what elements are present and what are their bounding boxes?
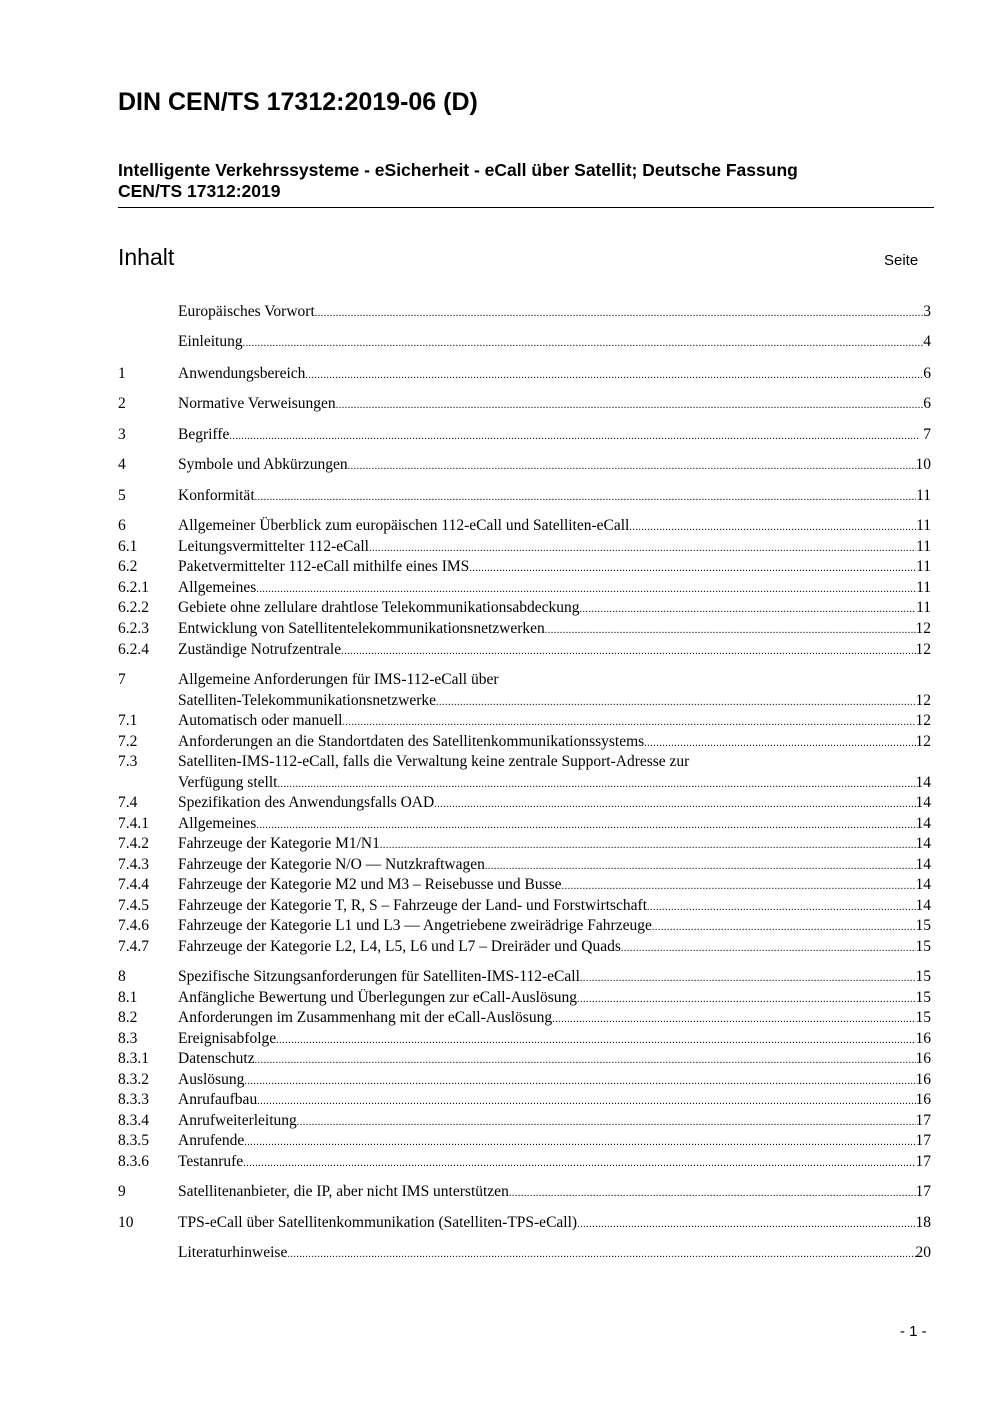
toc-entry-page: 11: [916, 487, 931, 504]
toc-entry-title: Fahrzeuge der Kategorie N/O — Nutzkraftwagen: [178, 856, 485, 873]
toc-entry-number: 7.4.4: [118, 876, 149, 893]
toc-entry[interactable]: [118, 988, 931, 1009]
toc-entry-page: 20: [915, 1244, 931, 1261]
toc-entry[interactable]: [118, 711, 931, 732]
toc-leader-dots: [629, 516, 916, 537]
toc-leader-dots: [257, 1090, 915, 1111]
toc-entry-page: 14: [915, 835, 931, 852]
toc-entry-number: 7.4.1: [118, 815, 149, 832]
toc-leader-dots: [305, 364, 923, 385]
toc-entry-number: 7.4: [118, 794, 138, 811]
toc-entry-number: 6.2.3: [118, 620, 149, 637]
toc-entry-number: [118, 332, 178, 353]
toc-entry[interactable]: [118, 1243, 931, 1264]
toc-entry-number: [118, 773, 178, 794]
toc-leader-dots: [244, 1070, 915, 1091]
toc-entry[interactable]: [118, 516, 931, 537]
toc-entry[interactable]: [118, 598, 931, 619]
toc-entry-number: 3: [118, 426, 126, 443]
toc-entry[interactable]: [118, 752, 931, 773]
toc-entry[interactable]: [118, 537, 931, 558]
toc-entry-page: 3: [923, 303, 931, 320]
toc-entry-title: Anrufaufbau: [178, 1091, 258, 1108]
toc-entry-title: Verfügung stellt: [178, 774, 278, 791]
toc-entry-page: 17: [915, 1153, 931, 1170]
toc-entry-number: [118, 1243, 178, 1264]
toc-entry[interactable]: [118, 967, 931, 988]
toc-entry-number: 8.3: [118, 1030, 138, 1047]
toc-leader-dots: [485, 855, 916, 876]
toc-leader-dots: [256, 578, 916, 599]
toc-leader-dots: [277, 773, 915, 794]
toc-entry-number: 8: [118, 968, 126, 985]
toc-entry-page: 6: [923, 395, 931, 412]
toc-leader-dots: [689, 752, 931, 773]
toc-entry-title: Anfängliche Bewertung und Überlegungen zur eCall-Auslösung: [178, 989, 578, 1006]
toc-entry-page: 15: [915, 917, 931, 934]
toc-leader-dots: [255, 1049, 916, 1070]
toc-entry-title: Allgemeines: [178, 815, 257, 832]
toc-entry-page: 14: [915, 876, 931, 893]
toc-entry-page: 10: [915, 456, 931, 473]
toc-entry-page: 16: [915, 1050, 931, 1067]
toc-entry-number: 7.4.5: [118, 897, 149, 914]
toc-entry[interactable]: [118, 937, 931, 958]
toc-leader-dots: [577, 1213, 915, 1234]
toc-entry-number: 8.3.5: [118, 1132, 149, 1149]
toc-entry-number: [118, 691, 178, 712]
toc-leader-dots: [341, 640, 915, 661]
toc-entry[interactable]: [118, 875, 931, 896]
toc-entry-title: Anforderungen an die Standortdaten des Satellitenkommunikationssystems: [178, 733, 645, 750]
toc-entry[interactable]: [118, 1152, 931, 1173]
toc-entry-title: Europäisches Vorwort: [178, 303, 315, 320]
toc-entry-title: Gebiete ohne zellulare drahtlose Telekommunikationsabdeckung: [178, 599, 580, 616]
toc-entry-title: Konformität: [178, 487, 255, 504]
toc-entry[interactable]: [118, 557, 931, 578]
toc-entry-page: 17: [915, 1112, 931, 1129]
toc-heading: Inhalt: [118, 244, 175, 270]
toc-leader-dots: [348, 455, 916, 476]
toc-entry-number: 7.3: [118, 753, 138, 770]
toc-leader-dots: [255, 486, 916, 507]
toc-leader-dots: [469, 557, 916, 578]
toc-leader-dots: [315, 302, 923, 323]
toc-entry[interactable]: [118, 773, 931, 794]
toc-entry-title: Allgemeiner Überblick zum europäischen 112-eCall und Satelliten-eCall: [178, 517, 630, 534]
toc-entry-title: Fahrzeuge der Kategorie M1/N1: [178, 835, 380, 852]
toc-entry-title: Anrufweiterleitung: [178, 1112, 297, 1129]
toc-entry[interactable]: [118, 364, 931, 385]
toc-leader-dots: [580, 598, 917, 619]
toc-leader-dots: [647, 896, 915, 917]
toc-entry-number: 1: [118, 365, 126, 382]
toc-entry-title: TPS-eCall über Satellitenkommunikation (Satelliten-TPS-eCall): [178, 1214, 578, 1231]
toc-entry[interactable]: [118, 1182, 931, 1203]
toc-entry[interactable]: [118, 1070, 931, 1091]
toc-entry-title: Leitungsvermittelter 112-eCall: [178, 538, 369, 555]
toc-entry-number: 8.2: [118, 1009, 138, 1026]
toc-entry[interactable]: [118, 691, 931, 712]
toc-leader-dots: [380, 834, 916, 855]
subtitle-line-1: Intelligente Verkehrssysteme - eSicherheit - eCall über Satellit; Deutsche Fassung: [118, 160, 798, 180]
toc-entry-title: Allgemeines: [178, 579, 257, 596]
toc-entry-page: 18: [915, 1214, 931, 1231]
toc-entry-number: 8.1: [118, 989, 138, 1006]
toc-entry[interactable]: [118, 670, 931, 691]
toc-entry[interactable]: [118, 578, 931, 599]
toc-entry-title: Entwicklung von Satellitentelekommunikationsnetzwerken: [178, 620, 545, 637]
toc-entry-number: 6.1: [118, 538, 138, 555]
toc-leader-dots: [621, 937, 916, 958]
toc-entry[interactable]: [118, 732, 931, 753]
toc-leader-dots: [243, 1152, 915, 1173]
toc-entry-number: 6.2: [118, 558, 138, 575]
toc-entry-number: 5: [118, 487, 126, 504]
toc-leader-dots: [434, 793, 915, 814]
toc-entry-page: 16: [915, 1071, 931, 1088]
page-column-label: Seite: [884, 252, 919, 269]
toc-entry[interactable]: [118, 855, 931, 876]
toc-entry[interactable]: [118, 1090, 931, 1111]
toc-entry[interactable]: [118, 814, 931, 835]
toc-entry-page: 17: [915, 1132, 931, 1149]
toc-leader-dots: [436, 691, 915, 712]
toc-entry-title: Datenschutz: [178, 1050, 255, 1067]
toc-entry-page: 15: [915, 1009, 931, 1026]
toc-entry-number: 6.2.2: [118, 599, 149, 616]
toc-entry[interactable]: [118, 425, 931, 446]
toc-entry[interactable]: [118, 1131, 931, 1152]
toc-entry[interactable]: [118, 332, 931, 353]
toc-entry-title: Zuständige Notrufzentrale: [178, 641, 342, 658]
toc-entry-title: Allgemeine Anforderungen für IMS-112-eCall über: [178, 671, 499, 688]
toc-leader-dots: [336, 394, 924, 415]
toc-entry-page: 12: [915, 620, 931, 637]
toc-entry-page: 11: [916, 579, 931, 596]
toc-entry[interactable]: [118, 916, 931, 937]
toc-entry-title: Paketvermittelter 112-eCall mithilfe eines IMS: [178, 558, 470, 575]
toc-entry[interactable]: [118, 486, 931, 507]
toc-entry-title: Anwendungsbereich: [178, 365, 306, 382]
toc-leader-dots: [369, 537, 916, 558]
toc-entry-title: Testanrufe: [178, 1153, 244, 1170]
toc-entry-number: 9: [118, 1183, 126, 1200]
toc-entry[interactable]: [118, 1213, 931, 1234]
toc-entry-title: Auslösung: [178, 1071, 245, 1088]
toc-entry-number: [118, 302, 178, 323]
toc-entry-title: Fahrzeuge der Kategorie M2 und M3 – Reisebusse und Busse: [178, 876, 562, 893]
toc-leader-dots: [552, 1008, 915, 1029]
toc-entry[interactable]: [118, 793, 931, 814]
toc-entry-page: 14: [915, 856, 931, 873]
toc-leader-dots: [229, 425, 923, 446]
toc-entry-page: 12: [915, 641, 931, 658]
toc-entry-page: 12: [915, 733, 931, 750]
toc-entry-title: Spezifische Sitzungsanforderungen für Satelliten-IMS-112-eCall: [178, 968, 580, 985]
toc-leader-dots: [580, 967, 916, 988]
toc-entry-number: 8.3.1: [118, 1050, 149, 1067]
toc-entry[interactable]: [118, 896, 931, 917]
toc-entry-title: Anrufende: [178, 1132, 245, 1149]
toc-entry-title: Anforderungen im Zusammenhang mit der eCall-Auslösung: [178, 1009, 553, 1026]
toc-entry-title: Automatisch oder manuell: [178, 712, 343, 729]
toc-entry[interactable]: [118, 302, 931, 323]
toc-entry-number: 2: [118, 395, 126, 412]
page-number: - 1 -: [900, 1323, 927, 1340]
document-subtitle: [118, 160, 918, 202]
toc-entry-number: 7.4.3: [118, 856, 149, 873]
toc-entry[interactable]: [118, 640, 931, 661]
toc-entry-page: 11: [916, 517, 931, 534]
toc-entry-number: 7.2: [118, 733, 138, 750]
toc-entry-number: 6.2.1: [118, 579, 149, 596]
title-divider: [118, 207, 934, 208]
toc-entry-page: 14: [915, 794, 931, 811]
toc-entry-page: 15: [915, 968, 931, 985]
toc-entry-title: Ereignisabfolge: [178, 1030, 277, 1047]
toc-leader-dots: [244, 1131, 915, 1152]
toc-entry-number: 7.4.2: [118, 835, 149, 852]
toc-entry-page: 12: [915, 692, 931, 709]
toc-leader-dots: [577, 988, 915, 1009]
toc-entry-number: 8.3.6: [118, 1153, 149, 1170]
toc-entry-title: Fahrzeuge der Kategorie L1 und L3 — Angetriebene zweirädrige Fahrzeuge: [178, 917, 652, 934]
toc-leader-dots: [276, 1029, 915, 1050]
toc-entry-number: 8.3.2: [118, 1071, 149, 1088]
toc-entry-page: 15: [915, 989, 931, 1006]
toc-entry-title: Symbole und Abkürzungen: [178, 456, 348, 473]
toc-entry[interactable]: [118, 834, 931, 855]
toc-entry-number: 6.2.4: [118, 641, 149, 658]
toc-entry-title: Literaturhinweise: [178, 1244, 288, 1261]
toc-entry-number: 4: [118, 456, 126, 473]
toc-entry-number: 10: [118, 1214, 134, 1231]
toc-entry-title: Satellitenanbieter, die IP, aber nicht IMS unterstützen: [178, 1183, 509, 1200]
toc-entry-page: 14: [915, 815, 931, 832]
toc-entry[interactable]: [118, 1111, 931, 1132]
toc-leader-dots: [562, 875, 916, 896]
toc-entry-title: Begriffe: [178, 426, 230, 443]
toc-entry-page: 12: [915, 712, 931, 729]
toc-entry-title: Einleitung: [178, 333, 243, 350]
toc-entry[interactable]: [118, 455, 931, 476]
toc-entry-title: Fahrzeuge der Kategorie L2, L4, L5, L6 und L7 – Dreiräder und Quads: [178, 938, 621, 955]
toc-leader-dots: [342, 711, 915, 732]
toc-entry[interactable]: [118, 619, 931, 640]
toc-leader-dots: [256, 814, 915, 835]
toc-entry-title: Fahrzeuge der Kategorie T, R, S – Fahrzeuge der Land- und Forstwirtschaft: [178, 897, 648, 914]
toc-entry-title: Satelliten-Telekommunikationsnetzwerke: [178, 692, 437, 709]
toc-entry[interactable]: [118, 394, 931, 415]
toc-entry-number: 7.4.7: [118, 938, 149, 955]
toc-leader-dots: [297, 1111, 916, 1132]
toc-entry-page: 11: [916, 599, 931, 616]
toc-entry-number: 8.3.4: [118, 1112, 149, 1129]
toc-entry-page: 4: [923, 333, 931, 350]
toc-entry[interactable]: [118, 1008, 931, 1029]
toc-entry-number: 6: [118, 517, 126, 534]
toc-leader-dots: [509, 1182, 916, 1203]
toc-entry-number: 7.1: [118, 712, 138, 729]
toc-leader-dots: [652, 916, 916, 937]
toc-entry-page: 16: [915, 1030, 931, 1047]
toc-entry-title: Spezifikation des Anwendungsfalls OAD: [178, 794, 435, 811]
toc-entry-page: 16: [915, 1091, 931, 1108]
toc-entry[interactable]: [118, 1049, 931, 1070]
toc-leader-dots: [499, 670, 931, 691]
toc-entry-page: 11: [916, 538, 931, 555]
toc-entry-number: 7: [118, 671, 126, 688]
toc-entry-title: Satelliten-IMS-112-eCall, falls die Verwaltung keine zentrale Support-Adresse zur: [178, 753, 690, 770]
toc-entry-page: 6: [923, 365, 931, 382]
toc-leader-dots: [243, 332, 924, 353]
toc-entry-page: 7: [923, 426, 931, 443]
toc-entry-number: 8.3.3: [118, 1091, 149, 1108]
document-title: DIN CEN/TS 17312:2019-06 (D): [118, 88, 478, 116]
toc-leader-dots: [287, 1243, 915, 1264]
toc-leader-dots: [644, 732, 915, 753]
toc-entry-page: 17: [915, 1183, 931, 1200]
toc-entry-page: 14: [915, 774, 931, 791]
subtitle-line-2: CEN/TS 17312:2019: [118, 181, 281, 201]
toc-leader-dots: [545, 619, 916, 640]
toc-entry[interactable]: [118, 1029, 931, 1050]
toc-entry-number: 7.4.6: [118, 917, 149, 934]
toc-entry-title: Normative Verweisungen: [178, 395, 336, 412]
toc-entry-page: 11: [916, 558, 931, 575]
toc-entry-page: 15: [915, 938, 931, 955]
toc-entry-page: 14: [915, 897, 931, 914]
